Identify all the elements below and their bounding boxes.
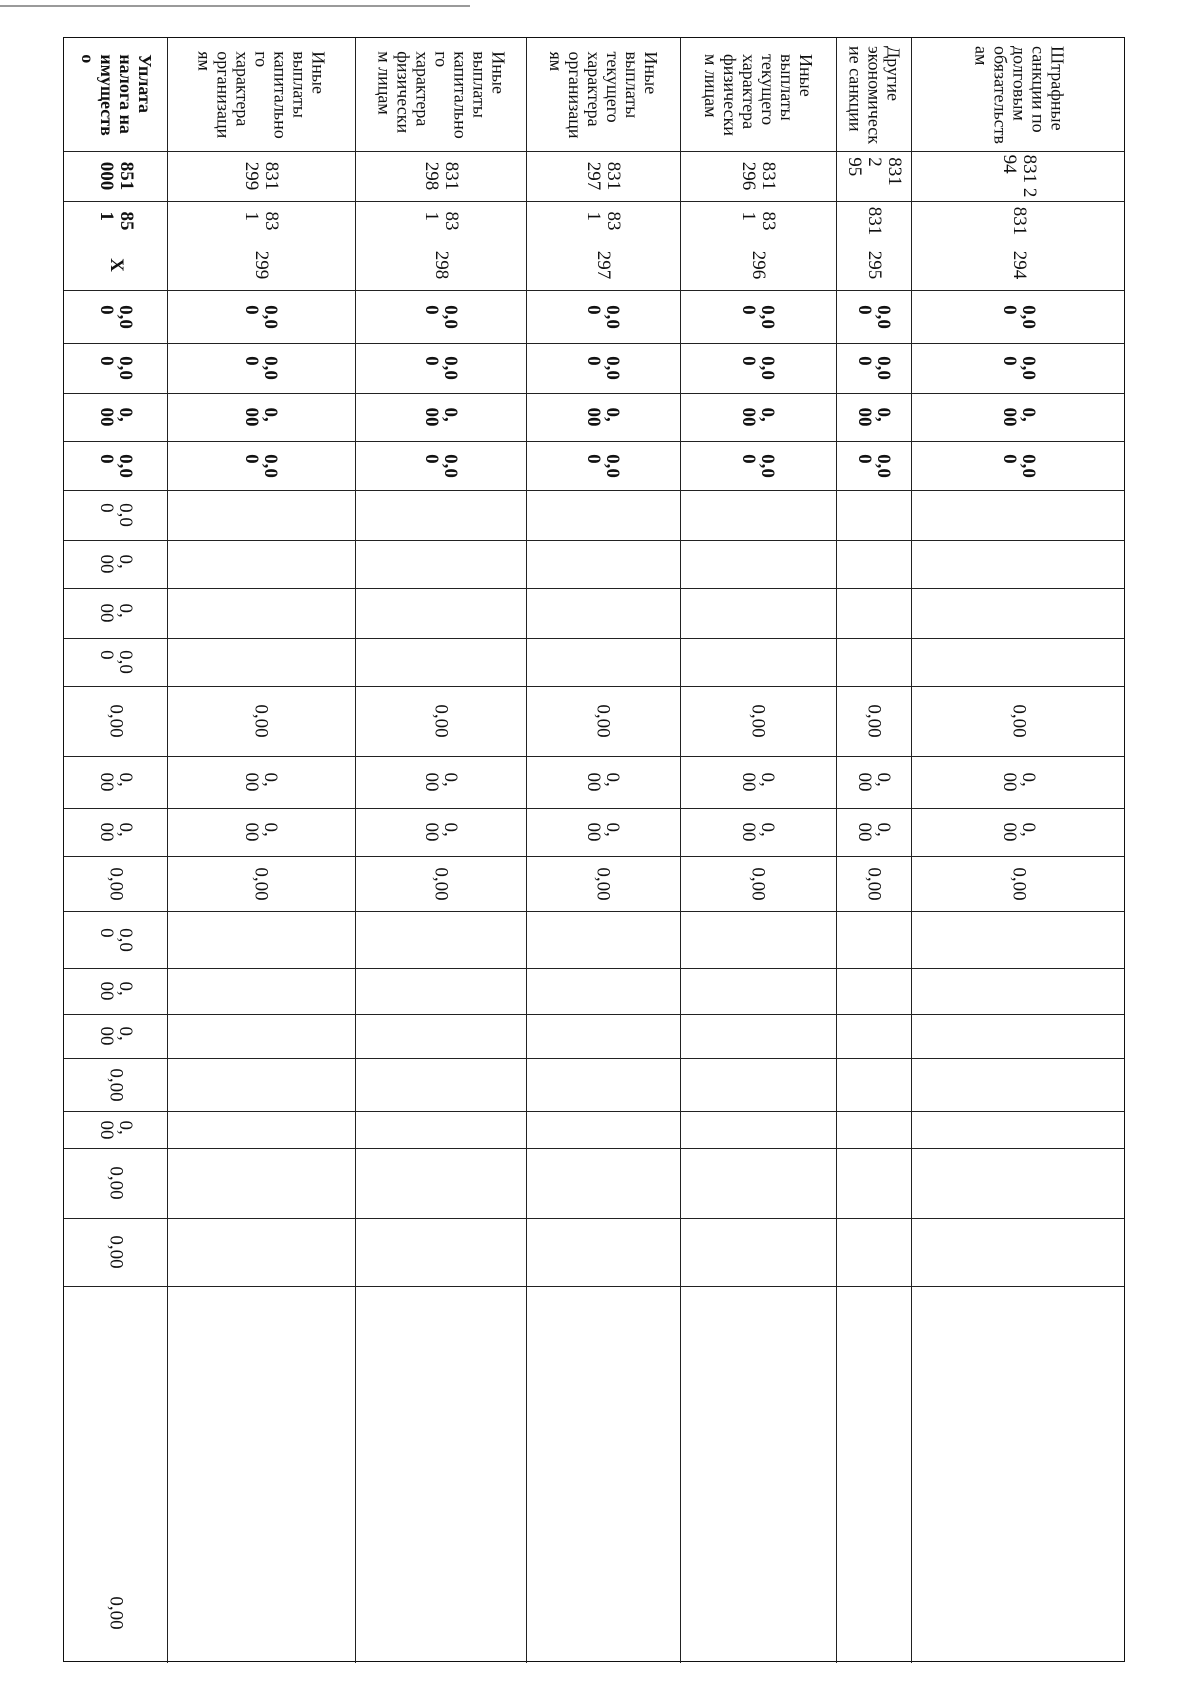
value-cell [167, 756, 355, 808]
value-cell [64, 638, 167, 686]
code-kbk-cell [680, 151, 836, 201]
row-name-cell [355, 38, 526, 151]
value-cell [64, 808, 167, 856]
value-cell [64, 343, 167, 393]
value-cell [526, 1148, 680, 1218]
value-cell [64, 756, 167, 808]
value-cell-text: 0,0 0 [738, 453, 778, 478]
value-cell [911, 756, 1126, 808]
value-cell [167, 686, 355, 756]
code-b-cell [167, 240, 355, 290]
value-cell-text: 0,00 [105, 1067, 126, 1102]
value-cell [836, 540, 911, 588]
value-cell-text: 0, 00 [738, 822, 778, 842]
value-cell [680, 1148, 836, 1218]
value-cell [836, 808, 911, 856]
value-cell [64, 1058, 167, 1111]
value-cell [355, 911, 526, 968]
value-cell [680, 968, 836, 1014]
value-cell [836, 1111, 911, 1148]
value-cell [836, 490, 911, 540]
value-cell [680, 490, 836, 540]
value-cell-text: 0,0 0 [853, 356, 894, 380]
value-cell [680, 393, 836, 441]
value-cell [911, 808, 1126, 856]
value-cell [836, 1058, 911, 1111]
value-cell [64, 393, 167, 441]
value-cell [836, 968, 911, 1014]
value-cell-text: 0, 00 [241, 822, 281, 842]
value-cell [911, 393, 1126, 441]
value-cell [355, 1058, 526, 1111]
value-cell [167, 290, 355, 343]
value-cell [836, 756, 911, 808]
value-cell [680, 856, 836, 911]
value-cell [64, 686, 167, 756]
value-cell-text: 0,00 [105, 866, 126, 901]
value-cell [911, 856, 1126, 911]
value-cell-text: 0, 00 [95, 554, 136, 574]
value-cell-text: 0,0 0 [998, 356, 1039, 380]
row-name-cell [680, 38, 836, 151]
value-cell-text: 0, 00 [420, 822, 461, 842]
row-name-cell-text: Иные выплаты текущего характера организаци ям [546, 50, 661, 139]
value-cell [526, 441, 680, 490]
value-cell [355, 856, 526, 911]
budget-table [63, 37, 1125, 1662]
value-cell [355, 1148, 526, 1218]
value-cell-text: 0, 00 [95, 772, 136, 792]
value-cell [526, 1218, 680, 1286]
value-cell [526, 808, 680, 856]
row-name-cell-text: Иные выплаты капитально го характера физически м лицам [374, 50, 508, 139]
value-cell [167, 343, 355, 393]
value-cell [167, 911, 355, 968]
code-b-cell-text: 294 [1008, 250, 1030, 280]
value-cell [911, 290, 1126, 343]
code-b-cell [64, 240, 167, 290]
value-cell [167, 393, 355, 441]
row-name-cell-text: Другие экономическ ие санкции [845, 45, 903, 144]
value-cell [836, 911, 911, 968]
value-cell-text: 0,0 0 [583, 356, 623, 380]
value-cell [167, 1058, 355, 1111]
value-cell [526, 540, 680, 588]
code-b-cell [526, 240, 680, 290]
row-name-cell [836, 38, 911, 151]
value-cell [526, 1058, 680, 1111]
code-b-cell-text: X [105, 258, 127, 272]
value-cell-text: 0,0 0 [420, 453, 461, 478]
value-cell-text: 0,0 0 [95, 503, 136, 527]
value-cell-text: 0,00 [250, 704, 272, 738]
value-cell-text: 0, 00 [738, 407, 778, 427]
value-cell-text: 0,0 0 [853, 304, 894, 329]
value-cell [64, 540, 167, 588]
value-cell [526, 968, 680, 1014]
value-cell [167, 1148, 355, 1218]
value-cell [911, 968, 1126, 1014]
value-cell-text: 0,00 [105, 704, 126, 738]
value-cell [911, 1058, 1126, 1111]
value-cell [911, 1111, 1126, 1148]
value-cell [167, 1218, 355, 1286]
value-cell [64, 1148, 167, 1218]
value-cell [836, 290, 911, 343]
code-kbk-cell-text: 831 2 95 [843, 157, 905, 186]
value-cell-text: 0,0 0 [420, 304, 461, 329]
value-cell [911, 441, 1126, 490]
value-cell [64, 1111, 167, 1148]
value-cell [355, 441, 526, 490]
code-a-cell [911, 201, 1126, 240]
value-cell-text: 0, 00 [853, 407, 894, 427]
value-cell-text: 0, 00 [583, 407, 623, 427]
code-kbk-cell [836, 151, 911, 201]
code-a-cell-text: 83 1 [420, 211, 462, 230]
value-cell [167, 856, 355, 911]
code-b-cell-text: 296 [748, 250, 769, 280]
value-cell [526, 343, 680, 393]
value-cell [526, 1111, 680, 1148]
total-value-cell [64, 1563, 167, 1663]
value-cell [680, 1014, 836, 1058]
value-cell [355, 1111, 526, 1148]
code-kbk-cell [64, 151, 167, 201]
value-cell [526, 393, 680, 441]
value-cell [911, 911, 1126, 968]
value-cell-text: 0,0 0 [998, 453, 1039, 478]
value-cell [526, 756, 680, 808]
value-cell [680, 756, 836, 808]
value-cell-text: 0, 00 [95, 407, 136, 427]
value-cell [355, 290, 526, 343]
value-cell [526, 638, 680, 686]
value-cell [911, 1148, 1126, 1218]
value-cell-text: 0,0 0 [95, 453, 136, 478]
code-b-cell [355, 240, 526, 290]
scan-edge-line [0, 0, 470, 7]
code-kbk-cell-text: 831 296 [738, 161, 779, 191]
code-b-cell-text: 295 [863, 250, 885, 280]
value-cell [680, 1058, 836, 1111]
value-cell-text: 0, 00 [241, 772, 281, 792]
value-cell [64, 911, 167, 968]
code-kbk-cell [911, 151, 1126, 201]
code-a-cell-text: 83 1 [241, 211, 282, 230]
value-cell [911, 343, 1126, 393]
value-cell-text: 0,0 0 [241, 356, 281, 380]
total-value-cell-text: 0,00 [105, 1596, 126, 1630]
code-kbk-cell-text: 831 297 [583, 161, 624, 191]
value-cell-text: 0, 00 [95, 603, 136, 623]
value-cell-text: 0,0 0 [95, 304, 136, 329]
code-a-cell [680, 201, 836, 240]
value-cell-text: 0,0 0 [95, 650, 136, 674]
value-cell [911, 588, 1126, 638]
value-cell [526, 686, 680, 756]
value-cell-text: 0, 00 [95, 1120, 136, 1139]
value-cell [64, 968, 167, 1014]
value-cell [526, 490, 680, 540]
code-a-cell [64, 201, 167, 240]
code-a-cell [355, 201, 526, 240]
value-cell [355, 686, 526, 756]
value-cell [836, 441, 911, 490]
row-name-cell [167, 38, 355, 151]
value-cell-text: 0,00 [863, 704, 884, 738]
value-cell [355, 1014, 526, 1058]
row-name-cell [911, 38, 1126, 151]
value-cell [836, 638, 911, 686]
value-cell [911, 490, 1126, 540]
value-cell [64, 441, 167, 490]
value-cell [911, 638, 1126, 686]
value-cell [680, 343, 836, 393]
value-cell [64, 290, 167, 343]
code-b-cell [836, 240, 911, 290]
value-cell [836, 1148, 911, 1218]
value-cell [911, 1218, 1126, 1286]
value-cell-text: 0, 00 [95, 822, 136, 842]
value-cell [680, 638, 836, 686]
value-cell [355, 638, 526, 686]
value-cell [355, 808, 526, 856]
value-cell [64, 588, 167, 638]
value-cell-text: 0, 00 [241, 407, 281, 427]
value-cell-text: 0, 00 [998, 822, 1039, 842]
value-cell-text: 0, 00 [420, 407, 461, 427]
value-cell [680, 911, 836, 968]
value-cell [167, 808, 355, 856]
value-cell [64, 490, 167, 540]
value-cell [680, 808, 836, 856]
value-cell [680, 540, 836, 588]
value-cell-text: 0, 00 [583, 772, 623, 792]
code-b-cell [680, 240, 836, 290]
code-b-cell-text: 298 [430, 250, 452, 280]
row-name-cell-text: Иные выплаты капитально го характера организаци ям [194, 50, 329, 139]
row-name-cell-text: Иные выплаты текущего характера физически м лицам [701, 53, 816, 136]
value-cell-text: 0,0 0 [738, 304, 778, 329]
value-cell-text: 0,0 0 [95, 356, 136, 380]
value-cell-text: 0,00 [105, 1166, 126, 1200]
value-cell [355, 756, 526, 808]
value-cell-text: 0,00 [105, 1235, 126, 1269]
code-b-cell [911, 240, 1126, 290]
code-a-cell-text: 83 1 [738, 211, 779, 230]
row-name-cell [64, 38, 167, 151]
code-a-cell-text: 831 [1008, 206, 1030, 235]
value-cell [911, 540, 1126, 588]
code-a-cell-text: 831 [863, 206, 885, 235]
value-cell [167, 1014, 355, 1058]
value-cell [526, 856, 680, 911]
value-cell-text: 0,00 [1008, 866, 1029, 901]
value-cell-text: 0, 00 [583, 822, 623, 842]
value-cell [355, 588, 526, 638]
value-cell [167, 588, 355, 638]
value-cell [680, 1218, 836, 1286]
value-cell-text: 0, 00 [853, 772, 894, 792]
value-cell-text: 0,0 0 [241, 453, 281, 478]
value-cell [64, 856, 167, 911]
value-cell [526, 588, 680, 638]
value-cell [355, 490, 526, 540]
value-cell-text: 0, 00 [998, 407, 1039, 427]
value-cell [680, 1111, 836, 1148]
value-cell-text: 0,0 0 [95, 927, 136, 952]
row-name-cell-text: Уплата налога на имуществ о [77, 53, 155, 136]
code-kbk-cell [526, 151, 680, 201]
code-a-cell-text: 85 1 [95, 211, 137, 230]
value-cell [680, 290, 836, 343]
value-cell [836, 1218, 911, 1286]
value-cell-text: 0, 00 [420, 772, 461, 792]
code-a-cell [526, 201, 680, 240]
value-cell-text: 0, 00 [95, 981, 136, 1001]
value-cell [64, 1218, 167, 1286]
value-cell [355, 343, 526, 393]
code-kbk-cell [167, 151, 355, 201]
value-cell-text: 0,00 [592, 866, 614, 901]
value-cell-text: 0, 00 [998, 772, 1039, 792]
value-cell [526, 1014, 680, 1058]
value-cell [911, 1014, 1126, 1058]
value-cell [836, 343, 911, 393]
value-cell-text: 0,00 [430, 704, 451, 738]
value-cell [526, 911, 680, 968]
value-cell-text: 0,0 0 [583, 304, 623, 329]
value-cell [355, 1218, 526, 1286]
value-cell [680, 588, 836, 638]
code-kbk-cell-text: 831 298 [420, 161, 462, 191]
value-cell [167, 1111, 355, 1148]
value-cell-text: 0,00 [430, 866, 451, 901]
value-cell-text: 0, 00 [95, 1026, 136, 1046]
value-cell-text: 0,0 0 [998, 304, 1039, 329]
value-cell-text: 0,0 0 [241, 304, 281, 329]
code-kbk-cell [355, 151, 526, 201]
value-cell [911, 686, 1126, 756]
value-cell-text: 0,0 0 [853, 453, 894, 478]
value-cell [680, 441, 836, 490]
value-cell-text: 0,0 0 [420, 356, 461, 380]
value-cell [355, 540, 526, 588]
value-cell [836, 856, 911, 911]
code-b-cell-text: 299 [251, 250, 272, 280]
code-kbk-cell-text: 831 299 [241, 161, 282, 191]
code-a-cell-text: 83 1 [583, 211, 624, 230]
value-cell [64, 1014, 167, 1058]
code-kbk-cell-text: 831 2 94 [998, 154, 1040, 198]
value-cell [167, 441, 355, 490]
code-a-cell [167, 201, 355, 240]
value-cell [167, 638, 355, 686]
value-cell [836, 686, 911, 756]
value-cell [836, 1014, 911, 1058]
value-cell [355, 393, 526, 441]
row-divider [64, 1286, 1124, 1287]
value-cell-text: 0,00 [250, 866, 272, 901]
value-cell [355, 968, 526, 1014]
value-cell-text: 0,00 [592, 704, 614, 738]
value-cell-text: 0,00 [863, 866, 884, 901]
value-cell [167, 540, 355, 588]
value-cell-text: 0,00 [747, 866, 769, 901]
value-cell-text: 0, 00 [853, 822, 894, 842]
value-cell [526, 290, 680, 343]
code-b-cell-text: 297 [593, 250, 614, 280]
value-cell-text: 0,00 [747, 704, 769, 738]
value-cell [167, 490, 355, 540]
code-kbk-cell-text: 851 000 [95, 161, 137, 191]
value-cell [167, 968, 355, 1014]
code-a-cell [836, 201, 911, 240]
value-cell [680, 686, 836, 756]
row-name-cell [526, 38, 680, 151]
value-cell [836, 393, 911, 441]
value-cell-text: 0,00 [1008, 704, 1029, 738]
value-cell-text: 0, 00 [738, 772, 778, 792]
value-cell-text: 0,0 0 [738, 356, 778, 380]
value-cell [836, 588, 911, 638]
row-name-cell-text: Штрафные санкции по долговым обязательств ам [971, 45, 1067, 144]
value-cell-text: 0,0 0 [583, 453, 623, 478]
